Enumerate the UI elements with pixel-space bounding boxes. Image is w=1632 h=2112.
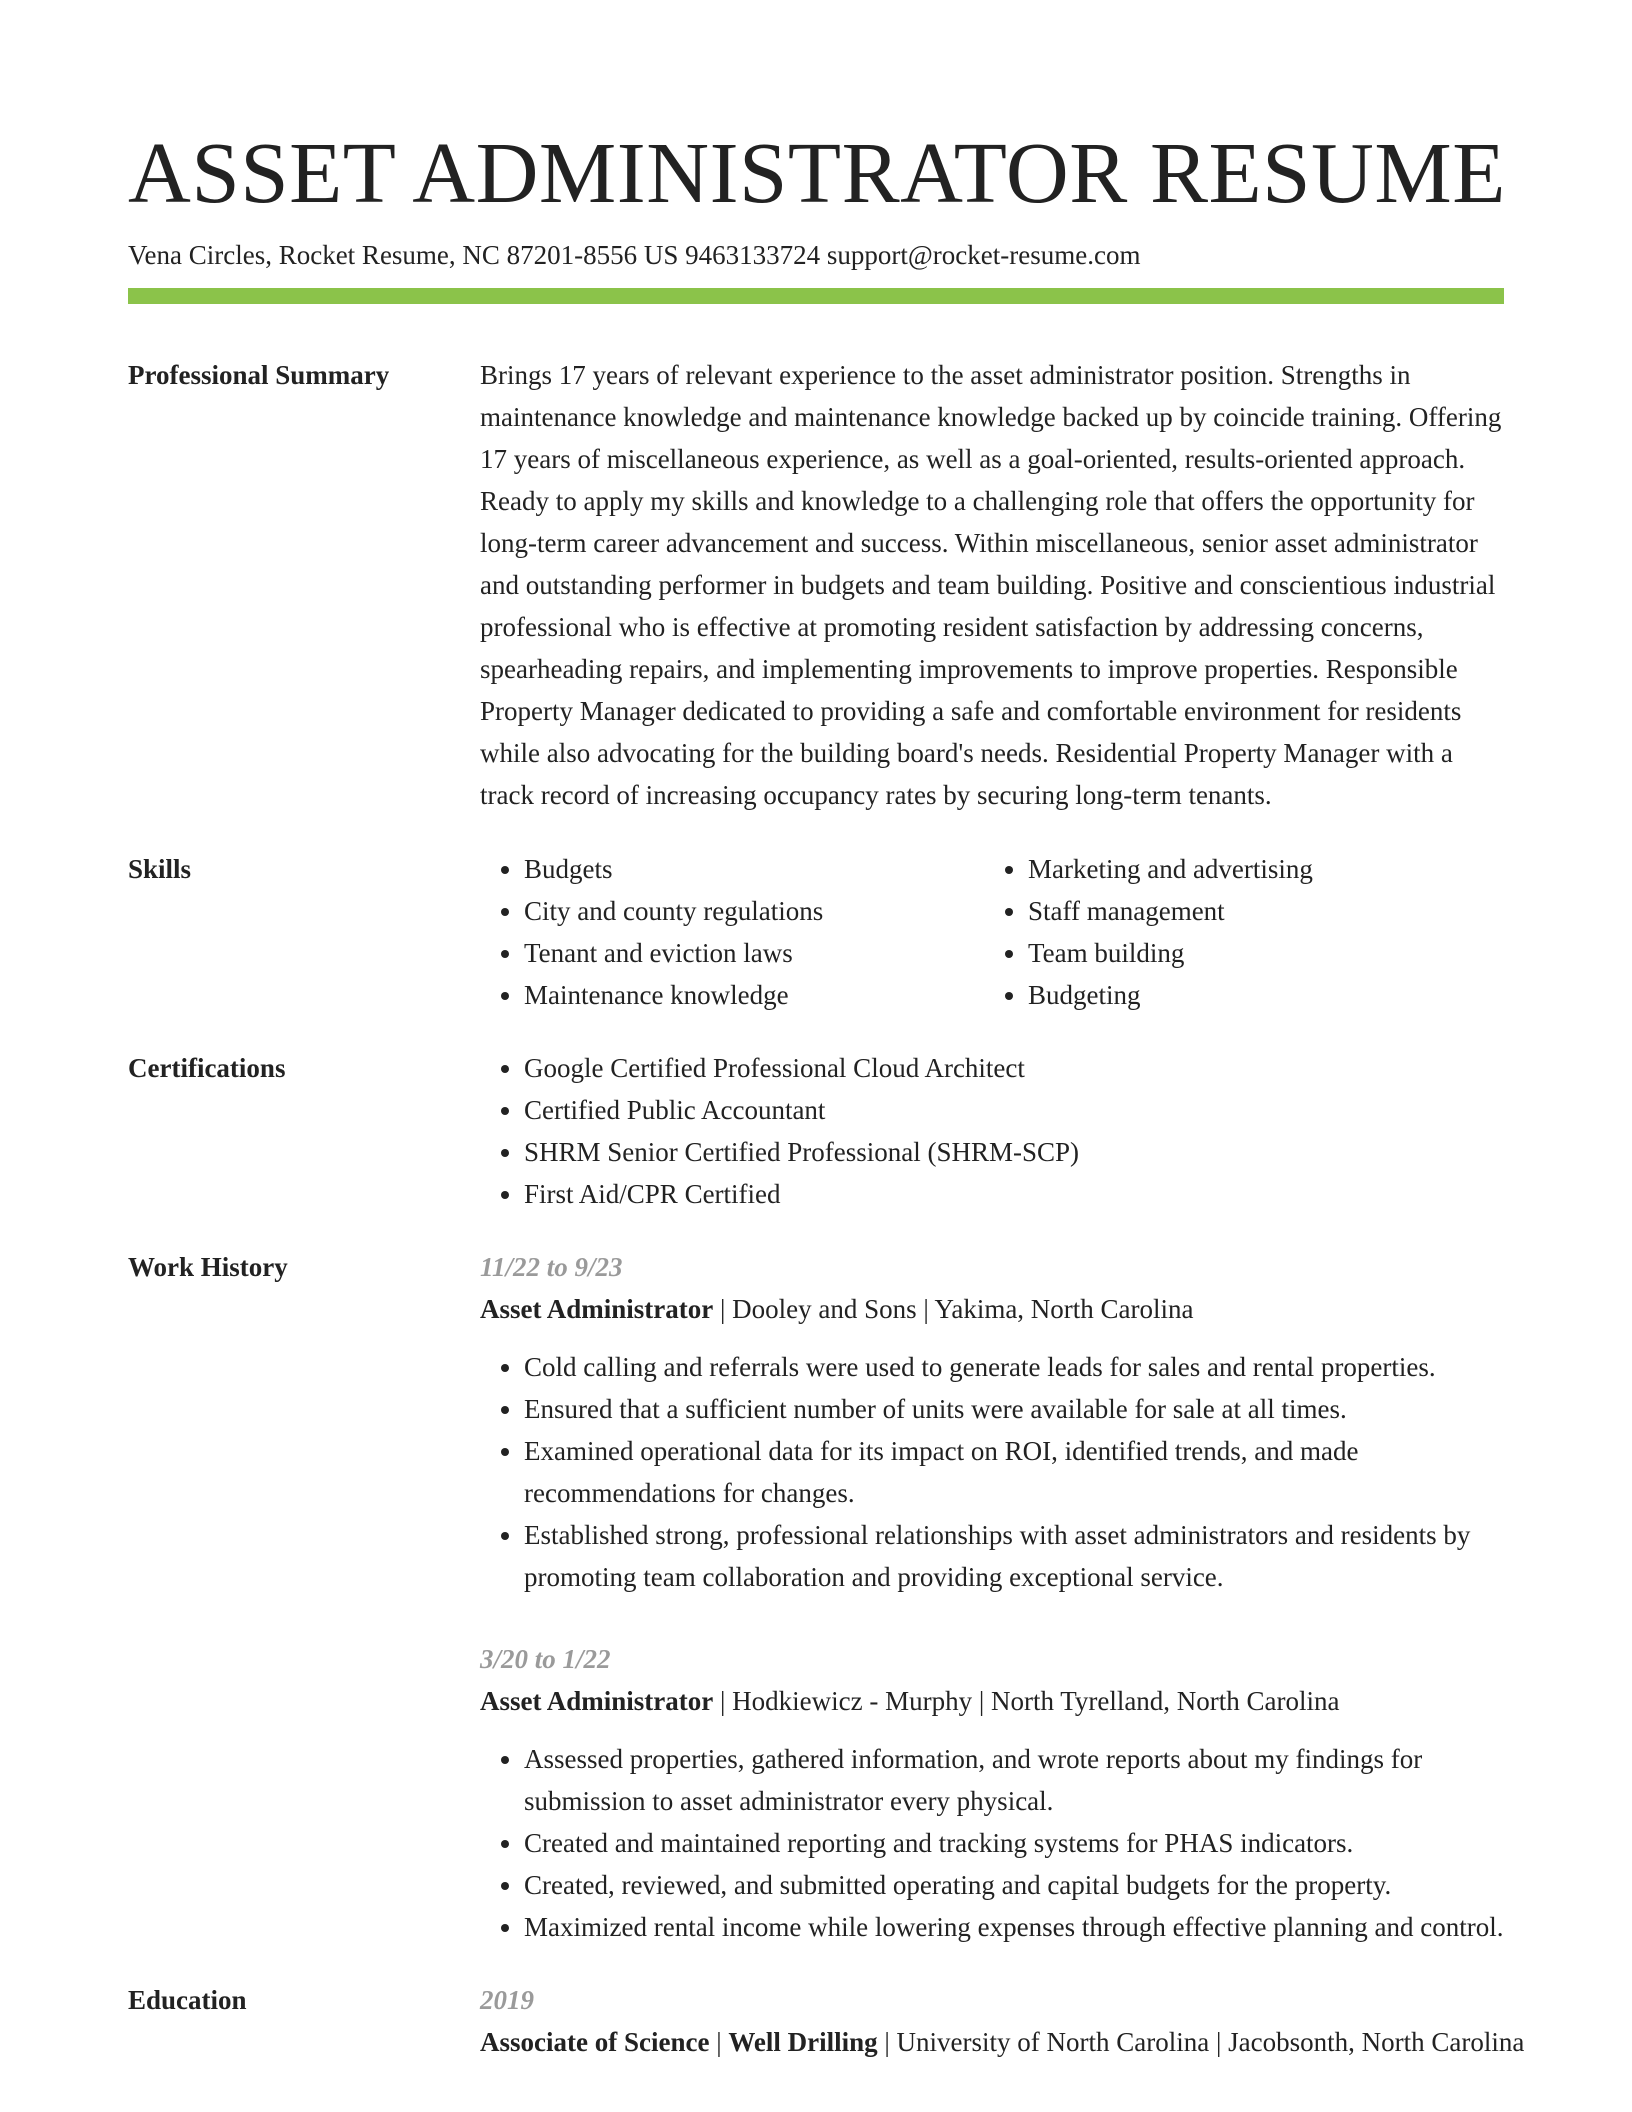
skill-item: • City and county regulations — [524, 890, 984, 932]
certifications-body — [480, 1047, 1504, 1215]
job-entry — [480, 1638, 1504, 1948]
job-bullet: • Created, reviewed, and submitted operating and capital budgets for the property. — [524, 1864, 1504, 1906]
education-section — [128, 1979, 1525, 2063]
section-label-education: Education — [128, 1985, 247, 2015]
education-details: | University of North Carolina | Jacobsonth, North Carolina — [877, 2027, 1525, 2057]
education-date: 2019 — [480, 1985, 534, 2015]
skills-list-right — [984, 848, 1488, 1016]
job-bullet: • Assessed properties, gathered information, and wrote reports about my findings for submission to asset administrator every physical. — [524, 1738, 1504, 1822]
section-label-certifications: Certifications — [128, 1053, 286, 1083]
job-bullet: • Established strong, professional relationships with asset administrators and residents by promoting team collaboration and providing exceptional service. — [524, 1514, 1504, 1598]
job-bullets — [480, 1738, 1504, 1948]
job-bullet: • Cold calling and referrals were used to generate leads for sales and rental properties. — [524, 1346, 1504, 1388]
accent-divider — [128, 288, 1504, 304]
job-bullets — [480, 1346, 1504, 1598]
work-history-section — [128, 1246, 1504, 1948]
resume-title: ASSET ADMINISTRATOR RESUME — [128, 124, 1506, 221]
job-heading — [480, 1288, 1504, 1330]
job-bullet: • Created and maintained reporting and tracking systems for PHAS indicators. — [524, 1822, 1504, 1864]
skills-list-left — [480, 848, 984, 1016]
job-details: | Dooley and Sons | Yakima, North Carolina — [713, 1294, 1194, 1324]
skill-item: • Tenant and eviction laws — [524, 932, 984, 974]
job-bullet: • Maximized rental income while lowering expenses through effective planning and control. — [524, 1906, 1504, 1948]
summary-body — [480, 354, 1504, 816]
certifications-list — [480, 1047, 1504, 1215]
job-role: Asset Administrator — [480, 1686, 714, 1716]
job-date: 3/20 to 1/22 — [480, 1644, 611, 1674]
job-role: Asset Administrator — [480, 1294, 714, 1324]
job-date: 11/22 to 9/23 — [480, 1252, 623, 1282]
certification-item: • Certified Public Accountant — [524, 1089, 1504, 1131]
skills-body — [480, 848, 1504, 1016]
certification-item: • Google Certified Professional Cloud Architect — [524, 1047, 1504, 1089]
skill-item: • Staff management — [1028, 890, 1488, 932]
certifications-section — [128, 1047, 1504, 1215]
education-body — [480, 1979, 1525, 2063]
certification-item: • First Aid/CPR Certified — [524, 1173, 1504, 1215]
skill-item: • Budgets — [524, 848, 984, 890]
summary-text: Brings 17 years of relevant experience to the asset administrator position. Strengths in maintenance knowledge and maintenance knowledge backed up by coincide training. Offering 17 years of miscellaneous experience, as well as a goal-oriented, results-oriented approach. Ready to apply my skills and knowledge to a challenging role that offers the opportunity for long-term career advancement and success. Within miscellaneous, senior asset administrator and outstanding performer in budgets and team building. Positive and conscientious industrial professional who is effective at promoting resident satisfaction by addressing concerns, spearheading repairs, and implementing improvements to improve properties. Responsible Property Manager dedicated to providing a safe and comfortable environment for residents while also advocating for the building board's needs. Residential Property Manager with a track record of increasing occupancy rates by securing long-term tenants. — [480, 360, 1502, 810]
skill-item: • Budgeting — [1028, 974, 1488, 1016]
skill-item: • Team building — [1028, 932, 1488, 974]
education-degree: Associate of Science — [480, 2027, 710, 2057]
certification-item: • SHRM Senior Certified Professional (SHRM-SCP) — [524, 1131, 1504, 1173]
job-details: | Hodkiewicz - Murphy | North Tyrelland, North Carolina — [713, 1686, 1340, 1716]
skills-columns — [480, 848, 1504, 1016]
job-bullet: • Ensured that a sufficient number of units were available for sale at all times. — [524, 1388, 1504, 1430]
education-field: Well Drilling — [728, 2027, 878, 2057]
job-bullet: • Examined operational data for its impact on ROI, identified trends, and made recommendations for changes. — [524, 1430, 1504, 1514]
job-entry — [480, 1246, 1504, 1598]
section-label-work-history: Work History — [128, 1252, 288, 1282]
skills-section — [128, 848, 1504, 1016]
contact-line: Vena Circles, Rocket Resume, NC 87201-8556 US 9463133724 support@rocket-resume.com — [128, 240, 1141, 270]
education-heading: Associate of Science | Well Drilling | University of North Carolina | Jacobsonth, North Carolina — [480, 2027, 1525, 2057]
skill-item: • Marketing and advertising — [1028, 848, 1488, 890]
job-heading — [480, 1680, 1504, 1722]
work-history-body — [480, 1246, 1504, 1948]
section-label-summary: Professional Summary — [128, 360, 390, 390]
resume-page — [128, 0, 1525, 2063]
summary-section — [128, 354, 1504, 816]
skill-item: • Maintenance knowledge — [524, 974, 984, 1016]
section-label-skills: Skills — [128, 854, 192, 884]
